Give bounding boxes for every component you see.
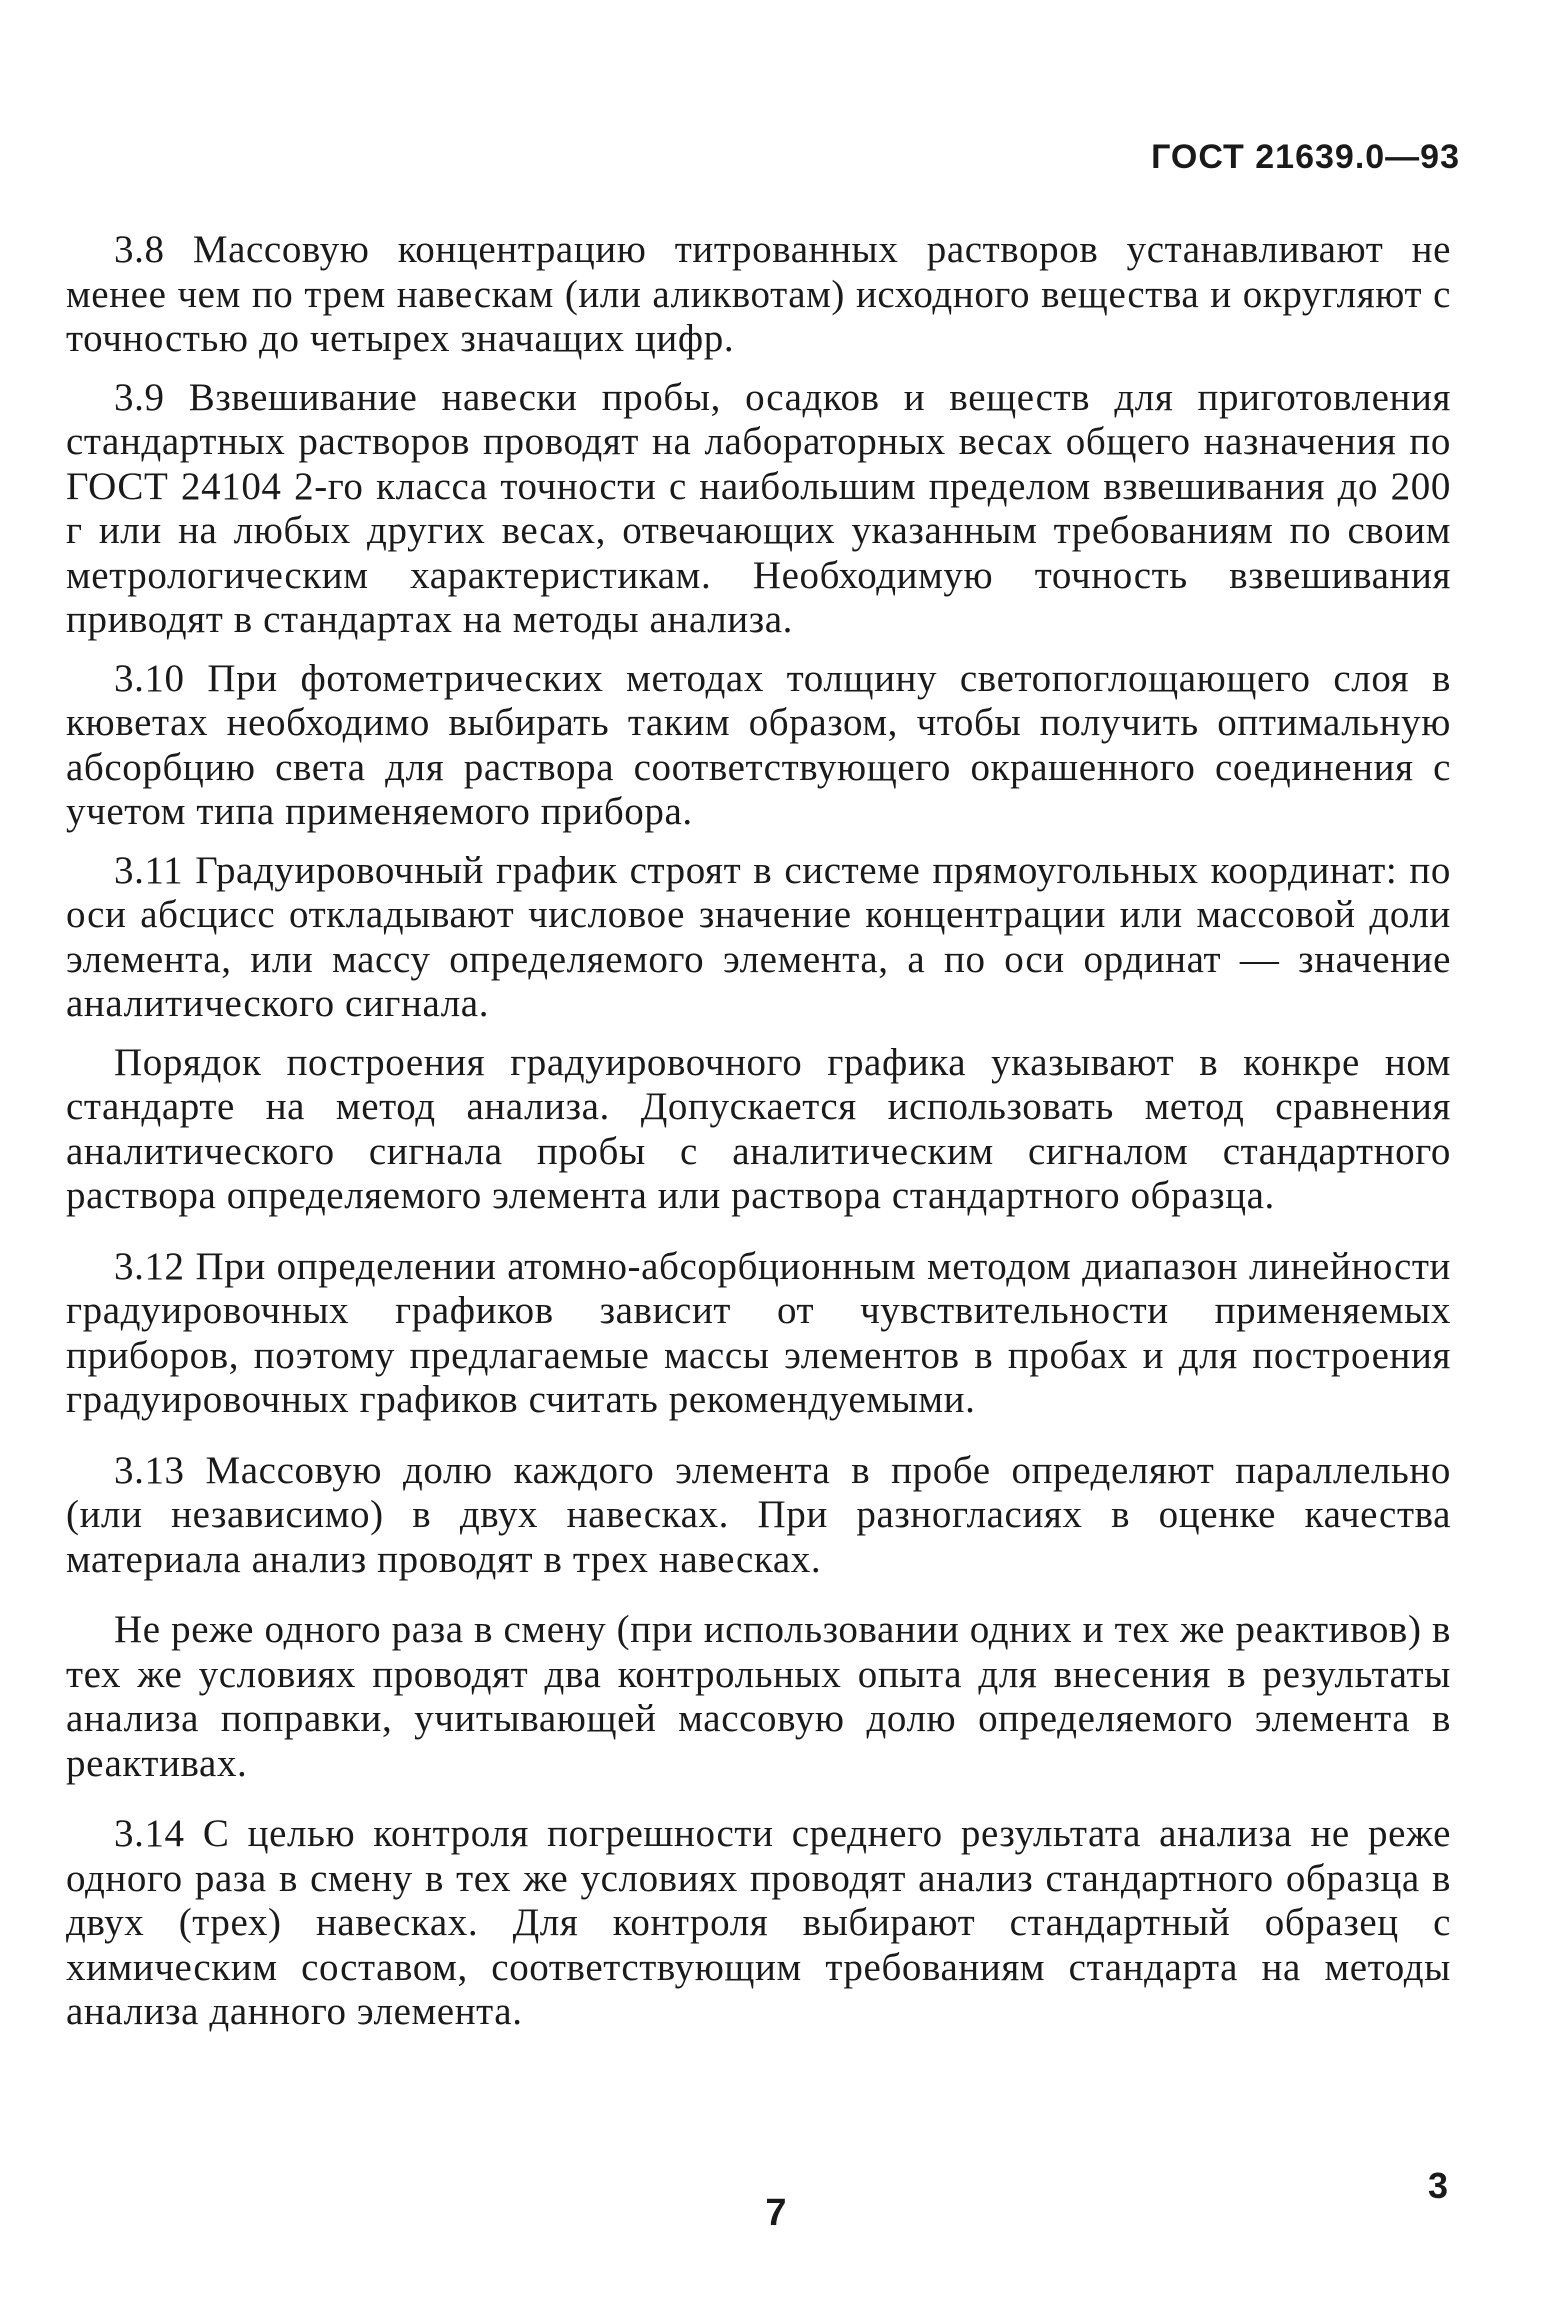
standard-header: ГОСТ 21639.0—93 [1151,138,1460,176]
paragraph-3-14: 3.14 С целью контроля погрешности среднего результата анализа не реже одного раза в смену в тех же условиях проводят анализ стандартного образца в двух (трех) навесках. Для контроля выбирают стандартный образец с химическим составом, соответствующим требованиям стандарта на методы анализа данного элемента. [66,1812,1451,2033]
corner-page-number: 3 [1427,2165,1448,2206]
paragraph-3-13-control: Не реже одного раза в смену (при использовании одних и тех же реактивов) в тех же условиях проводят два контрольных опыта для внесения в результаты анализа поправки, учитывающей массовую долю определяемого элемента в реактивах. [66,1608,1451,1785]
paragraph-3-13: 3.13 Массовую долю каждого элемента в пробе определяют параллельно (или независимо) в двух навесках. При разногласиях в оценке качества материала анализ проводят в трех навесках. [66,1448,1451,1581]
paragraph-3-11-order: Порядок построения градуировочного графика указывают в конкре ном стандарте на метод анализа. Допускается использовать метод сравнения аналитического сигнала пробы с аналитическим сигналом стандартного раствора определяемого элемента или раствора стандартного образца. [66,1040,1451,1217]
page-number: 7 [765,2192,787,2234]
document-body [66,228,1451,2061]
paragraph-3-12: 3.12 При определении атомно-абсорбционным методом диапазон линейности градуировочных графиков зависит от чувствительности применяемых приборов, поэтому предлагаемые массы элементов в пробах и для построения градуировочных графиков считать рекомендуемыми. [66,1244,1451,1421]
paragraph-3-8: 3.8 Массовую концентрацию титрованных растворов устанавливают не менее чем по трем навескам (или аликвотам) исходного вещества и округляют с точностью до четырех значащих цифр. [66,228,1451,360]
paragraph-3-10: 3.10 При фотометрических методах толщину светопоглощающего слоя в кюветах необходимо выбирать таким образом, чтобы получить оптимальную абсорбцию света для раствора соответствующего окрашенного соединения с учетом типа применяемого прибора. [66,656,1451,833]
paragraph-3-9: 3.9 Взвешивание навески пробы, осадков и веществ для приготовления стандартных растворов проводят на лабораторных весах общего назначения по ГОСТ 24104 2-го класса точности с наибольшим пределом взвешивания до 200 г или на любых других весах, отвечающих указанным требованиям по своим метрологическим характеристикам. Необходимую точность взвешивания приводят в стандартах на методы анализа. [66,375,1451,641]
paragraph-3-11: 3.11 Градуировочный график строят в системе прямоугольных координат: по оси абсцисс откладывают числовое значение концентрации или массовой доли элемента, или массу определяемого элемента, а по оси ординат — значение аналитического сигнала. [66,848,1451,1025]
